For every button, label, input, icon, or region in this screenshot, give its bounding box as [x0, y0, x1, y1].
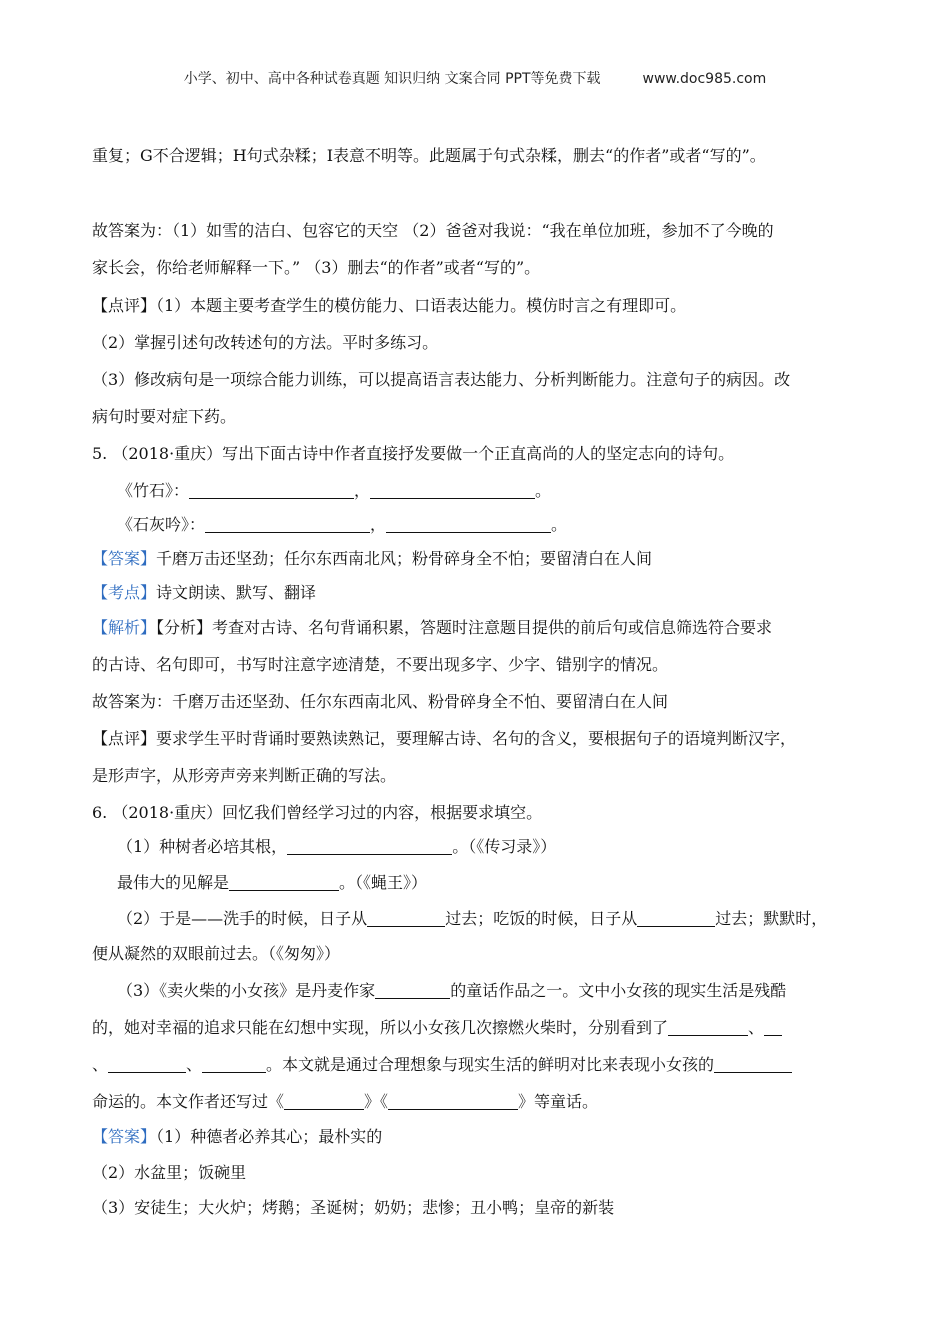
blank — [370, 482, 535, 499]
answer-tag: 【答案】 — [92, 1127, 157, 1146]
answer-tag: 【答案】 — [92, 549, 157, 568]
jiexi-tag: 【解析】 — [92, 618, 157, 637]
text-line: （2）掌握引述句改转述句的方法。平时多练习。 — [92, 333, 439, 352]
text-line: 重复；G不合逻辑；H句式杂糅；I表意不明等。此题属于句式杂糅，删去“的作者”或者“写的”。 — [92, 146, 766, 165]
text-line: 病句时要对症下药。 — [92, 407, 237, 426]
blank — [388, 1093, 518, 1110]
text-line: （3）修改病句是一项综合能力训练，可以提高语言表达能力、分析判断能力。注意句子的病因。改 — [92, 370, 791, 389]
q6-line-8: 命运的。本文作者还写过《 》《 》等童话。 — [92, 1092, 599, 1111]
header-site: www.doc985.com — [642, 71, 767, 87]
question-6: 6. （2018·重庆）回忆我们曾经学习过的内容，根据要求填空。 — [92, 803, 543, 822]
blank — [386, 516, 551, 533]
question-5: 5. （2018·重庆）写出下面古诗中作者直接抒发要做一个正直高尚的人的坚定志向的诗句。 — [92, 444, 735, 463]
blank — [229, 874, 339, 891]
q6-line-5: （3）《卖火柴的小女孩》是丹麦作家 的童话作品之一。文中小女孩的现实生活是残酷 — [117, 981, 787, 1000]
blank — [189, 482, 354, 499]
text-line: 【点评】要求学生平时背诵时要熟读熟记，要理解古诗、名句的含义，要根据句子的语境判断汉字， — [92, 729, 797, 748]
kaodian-5: 【考点】诗文朗读、默写、翻译 — [92, 583, 317, 602]
q6-line-7: 、 、 。本文就是通过合理想象与现实生活的鲜明对比来表现小女孩的 — [92, 1054, 792, 1076]
q6-line-1: （1）种树者必培其根， 。（《传习录》） — [117, 837, 557, 856]
text-line: 的古诗、名句即可，书写时注意字迹清楚，不要出现多字、少字、错别字的情况。 — [92, 655, 669, 674]
blank — [284, 1093, 364, 1110]
kaodian-tag: 【考点】 — [92, 583, 157, 602]
page-header — [0, 68, 950, 88]
text-line: （3）安徒生；大火炉；烤鹅；圣诞树；奶奶；悲惨；丑小鸭；皇帝的新装 — [92, 1198, 615, 1217]
blank — [205, 516, 370, 533]
text-line: 家长会，你给老师解释一下。” （3）删去“的作者”或者“写的”。 — [92, 258, 541, 277]
blank — [714, 1056, 792, 1073]
q5-line-2: 《石灰吟》： ， 。 — [117, 515, 568, 534]
blank — [202, 1056, 266, 1073]
q6-line-6: 的，她对幸福的追求只能在幻想中实现，所以小女孩几次擦燃火柴时，分别看到了 、 — [92, 1017, 782, 1039]
q6-line-2: 最伟大的见解是 。（《蝇王》） — [117, 873, 428, 892]
header-text: 小学、初中、高中各种试卷真题 知识归纳 文案合同 PPT等免费下载 — [183, 71, 601, 87]
text-line: 【点评】（1）本题主要考查学生的模仿能力、口语表达能力。模仿时言之有理即可。 — [92, 296, 687, 315]
q6-line-3: （2）于是——洗手的时候，日子从 过去；吃饭的时候，日子从 过去；默默时， — [117, 909, 828, 928]
blank — [668, 1019, 748, 1036]
text-line: 故答案为：千磨万击还坚劲、任尔东西南北风、粉骨碎身全不怕、要留清白在人间 — [92, 692, 669, 711]
blank — [108, 1056, 186, 1073]
blank — [375, 982, 450, 999]
text-line: 故答案为：（1）如雪的洁白、包容它的天空 （2）爸爸对我说：“我在单位加班，参加不了今晚的 — [92, 221, 774, 240]
q5-line-1: 《竹石》： ， 。 — [117, 481, 552, 500]
text-line: 是形声字，从形旁声旁来判断正确的写法。 — [92, 766, 397, 785]
text-line: （2）水盆里；饭碗里 — [92, 1163, 247, 1182]
answer-5: 【答案】千磨万击还坚劲；任尔东西南北风；粉骨碎身全不怕；要留清白在人间 — [92, 549, 653, 568]
text-line: 便从凝然的双眼前过去。（《匆匆》） — [92, 944, 341, 963]
answer-6: 【答案】（1）种德者必养其心；最朴实的 — [92, 1127, 383, 1146]
jiexi-5: 【解析】【分析】考查对古诗、名句背诵积累，答题时注意题目提供的前后句或信息筛选符合要求 — [92, 618, 773, 637]
blank — [367, 910, 445, 927]
blank — [764, 1019, 782, 1036]
blank — [637, 910, 715, 927]
blank — [287, 838, 452, 855]
